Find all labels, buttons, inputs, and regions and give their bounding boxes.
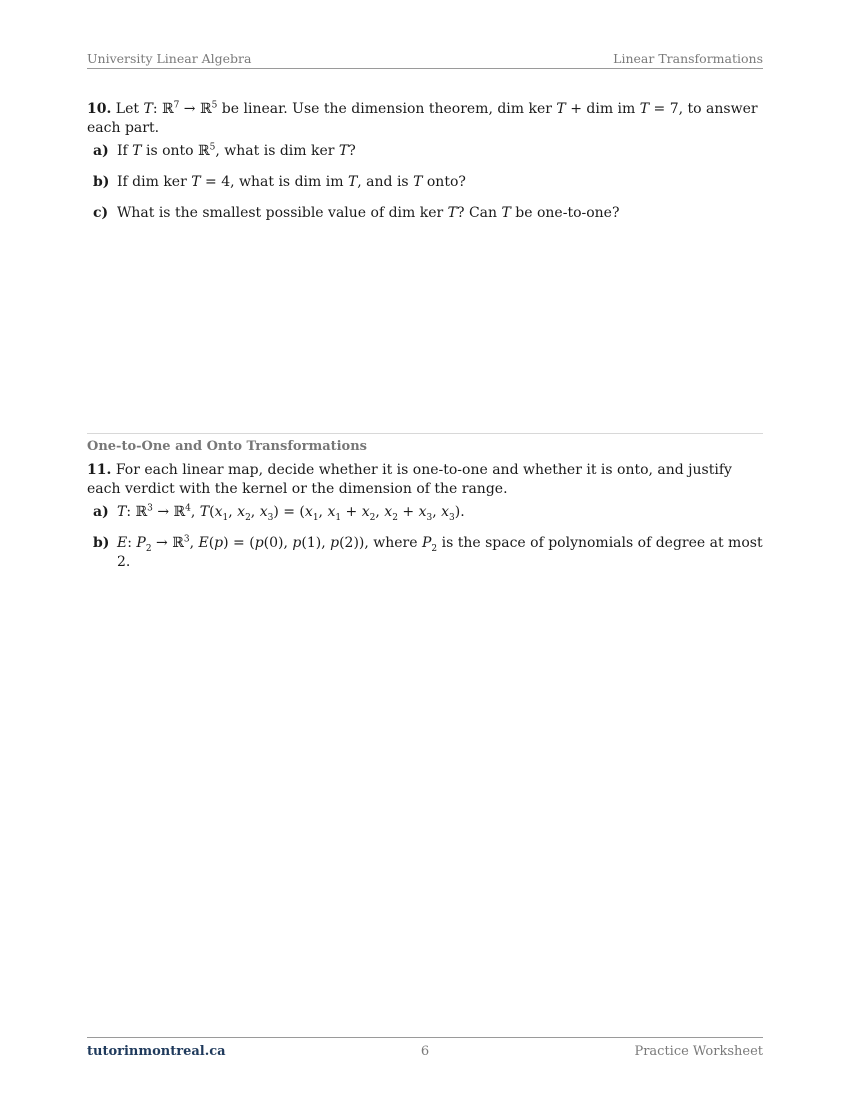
footer-label: Practice Worksheet (634, 1044, 763, 1059)
problem-11-part-a: a) T: ℝ$^3$ → ℝ$^4$, $T(x_1$, $x_2$, $x_3) = (x_1$, $x_1 + x_2$, $x_2 + x_3$, $x_3$). (93, 503, 465, 523)
part-label: a) (93, 143, 109, 159)
section-divider (87, 433, 763, 434)
problem-11 (87, 461, 763, 584)
problem-number: 10. (87, 101, 112, 117)
running-header (87, 50, 763, 69)
problem-10 (87, 100, 763, 235)
problem-11-part-b: b) E: $P_2$ → ℝ$^3$, E(p) = (p(0), p(1), p(2)), where $P_2$ is the space of polynomials of degree at most 2. (93, 534, 763, 570)
problem-10-part-b: b) If dim ker T = 4, what is dim im T, and is T onto? (93, 174, 466, 190)
problem-10-stem: 10. Let T: ℝ$^7$ → ℝ$^5$ be linear. Use the dimension theorem, dim ker T + dim im T = 7, to answer each part. (87, 100, 758, 136)
problem-number: 11. (87, 462, 112, 478)
part-label: a) (93, 504, 109, 520)
part-label: b) (93, 535, 110, 551)
section-title: One-to-One and Onto Transformations (87, 439, 368, 454)
part-label: c) (93, 205, 109, 221)
footer-site-link[interactable]: tutorinmontreal.ca (87, 1044, 226, 1059)
chapter-title: Linear Transformations (613, 51, 763, 66)
problem-10-part-c: c) What is the smallest possible value of dim ker T? Can T be one-to-one? (93, 205, 620, 221)
problem-11-stem (87, 461, 763, 499)
page-footer (87, 1037, 763, 1064)
problem-10-part-a: a) If T is onto ℝ$^5$, what is dim ker T? (93, 142, 356, 159)
problem-11-parts (87, 503, 763, 572)
page-number: 6 (420, 1044, 430, 1059)
part-label: b) (93, 174, 110, 190)
problem-10-parts (87, 142, 763, 223)
course-title: University Linear Algebra (87, 51, 252, 66)
problem-11-text: For each linear map, decide whether it is one-to-one and whether it is onto, and justify each verdict with the kernel or the dimension of the range. (87, 462, 732, 497)
